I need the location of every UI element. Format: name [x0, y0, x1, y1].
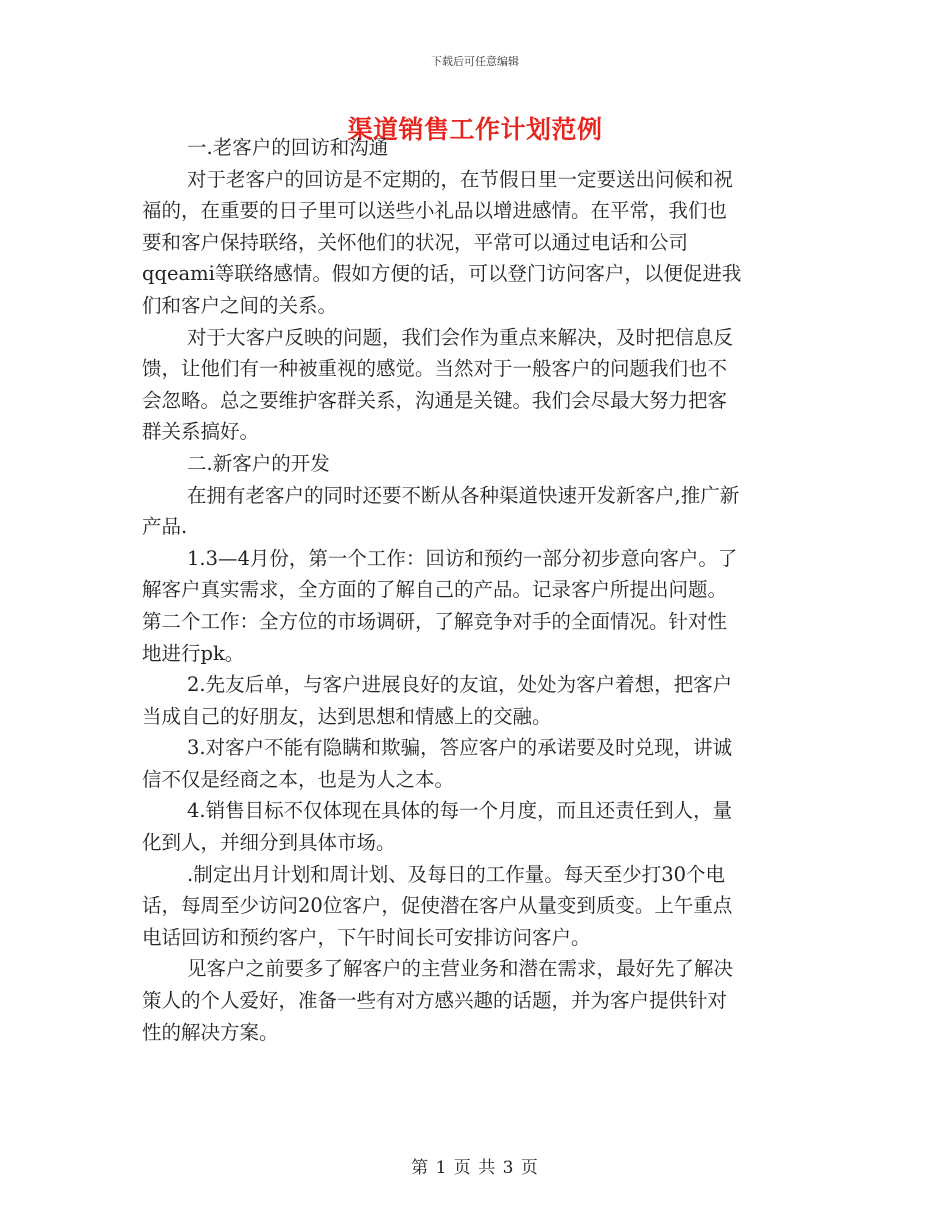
- header-note: 下载后可任意编辑: [431, 55, 519, 68]
- text-line: 馈，让他们有一种被重视的感觉。当然对于一般客户的问题我们也不: [142, 357, 728, 381]
- text-line: qqeami等联络感情。假如方便的话，可以登门访问客户，以便促进我: [142, 262, 742, 286]
- document-body: [142, 132, 808, 1048]
- text-line: 1.3—4月份，第一个工作：回访和预约一部分初步意向客户。了: [187, 546, 738, 570]
- text-line: 会忽略。总之要维护客群关系，沟通是关键。我们会尽最大努力把客: [142, 388, 728, 412]
- text-line: .制定出月计划和周计划、及每日的工作量。每天至少打30个电: [187, 862, 726, 886]
- text-line: 对于大客户反映的问题，我们会作为重点来解决，及时把信息反: [187, 325, 734, 349]
- text-line: 见客户之前要多了解客户的主营业务和潜在需求，最好先了解决: [187, 957, 734, 981]
- text-line: 4.销售目标不仅体现在具体的每一个月度，而且还责任到人，量: [187, 799, 733, 823]
- text-line: 群关系搞好。: [142, 420, 260, 444]
- text-line: 3.对客户不能有隐瞒和欺骗，答应客户的承诺要及时兑现，讲诚: [187, 736, 733, 760]
- text-line: 第二个工作：全方位的市场调研，了解竞争对手的全面情况。针对性: [142, 609, 728, 633]
- text-line: 策人的个人爱好，准备一些有对方感兴趣的话题，并为客户提供针对: [142, 989, 728, 1013]
- text-line: 地进行pk。: [142, 641, 245, 665]
- text-line: 当成自己的好朋友，达到思想和情感上的交融。: [142, 704, 552, 728]
- text-line: 福的，在重要的日子里可以送些小礼品以增进感情。在平常，我们也: [142, 199, 728, 223]
- text-line: 们和客户之间的关系。: [142, 293, 338, 317]
- text-line: 二.新客户的开发: [187, 451, 330, 475]
- text-line: 对于老客户的回访是不定期的，在节假日里一定要送出问候和祝: [187, 167, 734, 191]
- document-title: 渠道销售工作计划范例: [347, 115, 603, 144]
- text-line: 电话回访和预约客户，下午时间长可安排访问客户。: [142, 925, 591, 949]
- text-line: 一.老客户的回访和沟通: [187, 136, 389, 159]
- text-line: 要和客户保持联络，关怀他们的状况，平常可以通过电话和公司: [142, 230, 689, 254]
- page-footer: 第 1 页 共 3 页: [411, 1158, 539, 1178]
- text-line: 信不仅是经商之本，也是为人之本。: [142, 767, 455, 791]
- text-line: 化到人，并细分到具体市场。: [142, 831, 396, 855]
- text-line: 话，每周至少访问20位客户，促使潜在客户从量变到质变。上午重点: [142, 894, 733, 918]
- text-line: 2.先友后单，与客户进展良好的友谊，处处为客户着想，把客户: [187, 673, 733, 697]
- text-line: 产品.: [142, 515, 188, 539]
- text-line: 性的解决方案。: [142, 1020, 279, 1044]
- text-line: 在拥有老客户的同时还要不断从各种渠道快速开发新客户,推广新: [187, 483, 740, 507]
- text-line: 解客户真实需求，全方面的了解自己的产品。记录客户所提出问题。: [142, 578, 728, 602]
